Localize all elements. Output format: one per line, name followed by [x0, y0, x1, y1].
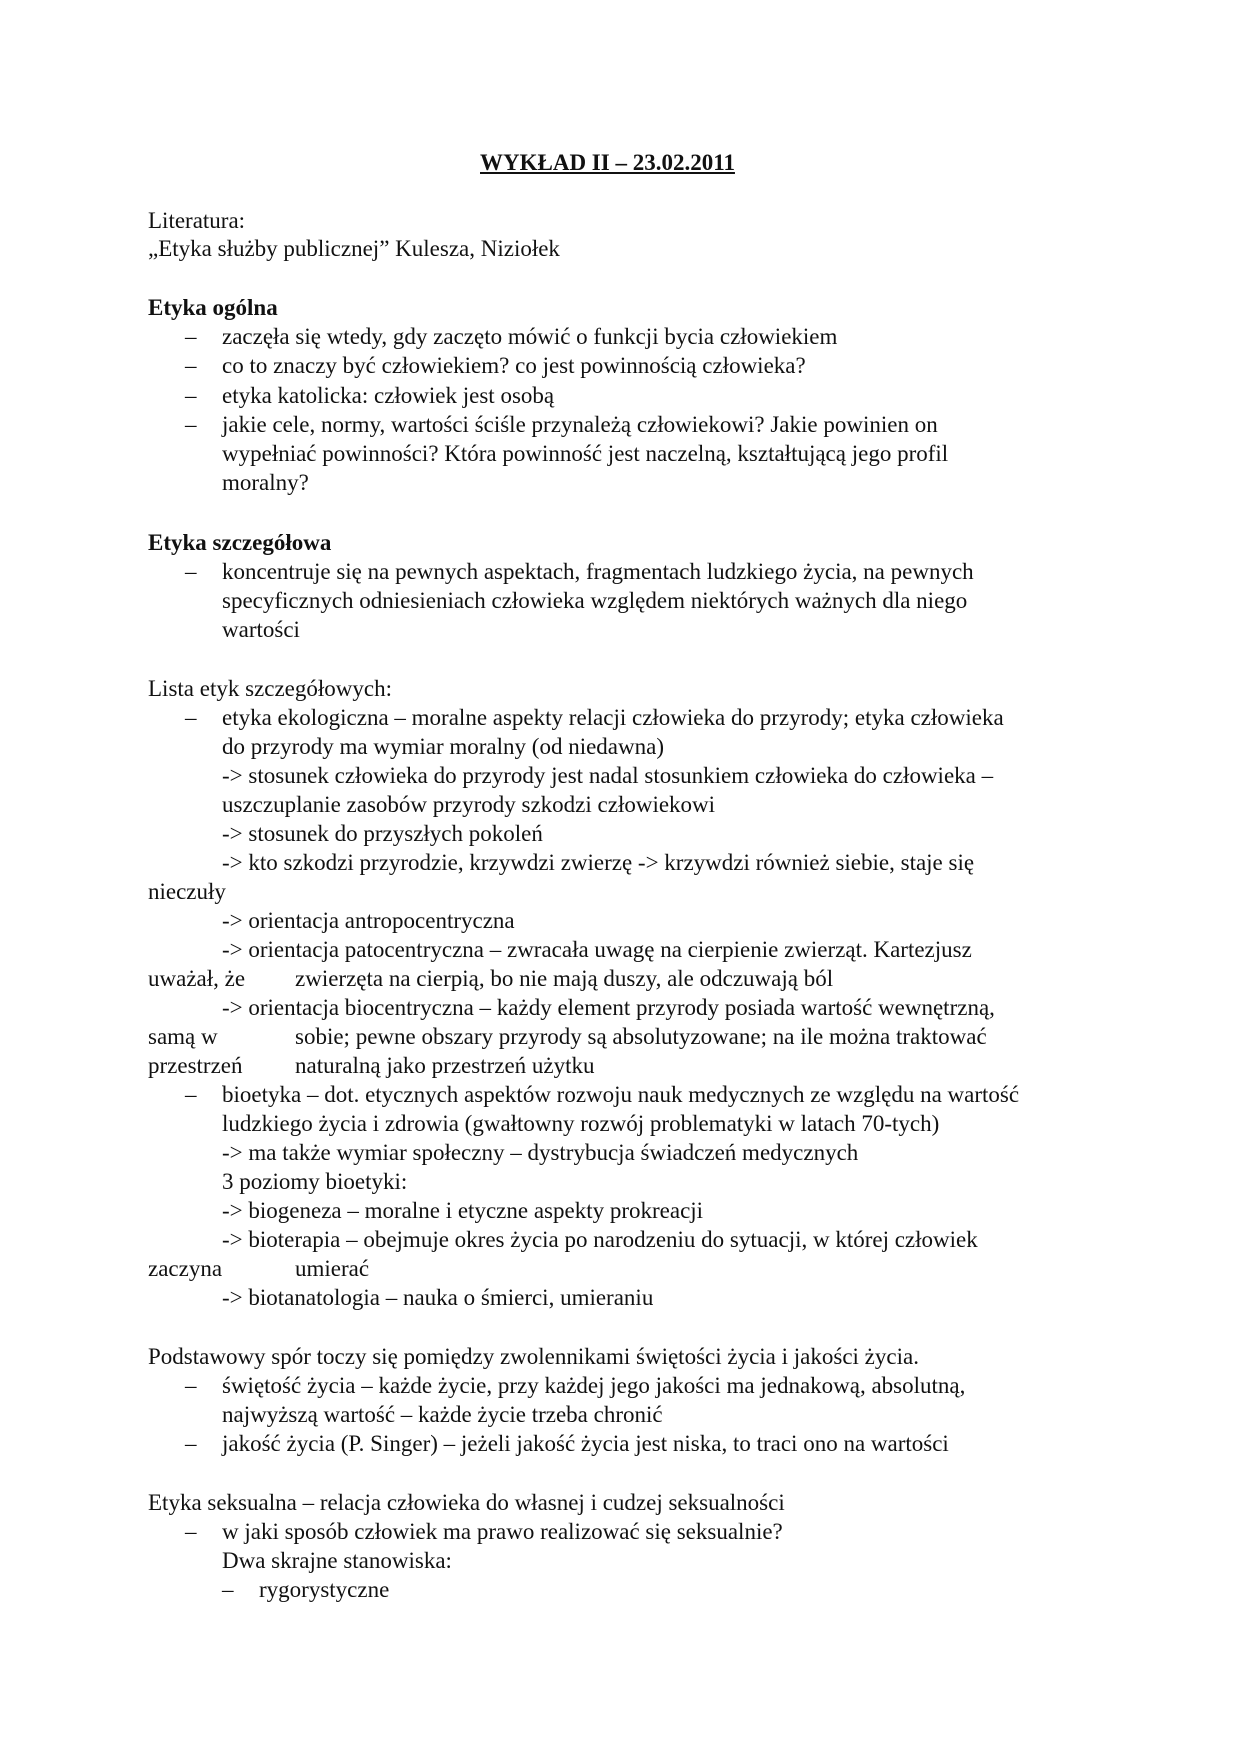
list-line: etyka ekologiczna – moralne aspekty relacji człowieka do przyrody; etyka człowieka: [222, 705, 1004, 730]
literature-source: „Etyka służby publicznej” Kulesza, Niziołek: [148, 236, 560, 261]
list-line: 3 poziomy bioetyki:: [222, 1169, 408, 1194]
detailed-line: wartości: [222, 617, 300, 642]
list-line: -> kto szkodzi przyrodzie, krzywdzi zwierzę -> krzywdzi również siebie, staje się: [222, 850, 975, 875]
dispute-line: jakość życia (P. Singer) – jeżeli jakość życia jest niska, to traci ono na wartości: [222, 1431, 949, 1456]
list-line: bioetyka – dot. etycznych aspektów rozwoju nauk medycznych ze względu na wartość: [222, 1082, 1020, 1107]
list-line: do przyrody ma wymiar moralny (od niedawna): [222, 734, 664, 759]
list-line: samą w: [148, 1024, 218, 1049]
general-line: co to znaczy być człowiekiem? co jest powinnością człowieka?: [222, 353, 806, 378]
bullet-dash: –: [185, 324, 197, 349]
dispute-line: najwyższą wartość – każde życie trzeba chronić: [222, 1402, 663, 1427]
bullet-dash: –: [185, 1519, 197, 1544]
general-line: moralny?: [222, 470, 309, 495]
bullet-dash: –: [185, 353, 197, 378]
bullet-dash: –: [185, 559, 197, 584]
list-line: uszczuplanie zasobów przyrody szkodzi człowiekowi: [222, 792, 716, 817]
sexual-heading: Etyka seksualna – relacja człowieka do własnej i cudzej seksualności: [148, 1490, 785, 1515]
list-line: przestrzeń: [148, 1053, 243, 1078]
detailed-line: specyficznych odniesieniach człowieka względem niektórych ważnych dla niego: [222, 588, 968, 613]
list-line: umierać: [295, 1256, 370, 1281]
list-line: ludzkiego życia i zdrowia (gwałtowny rozwój problematyki w latach 70-tych): [222, 1111, 940, 1136]
list-line: -> stosunek człowieka do przyrody jest nadal stosunkiem człowieka do człowieka –: [222, 763, 994, 788]
bullet-dash: –: [185, 1373, 197, 1398]
list-line: naturalną jako przestrzeń użytku: [295, 1053, 595, 1078]
general-line: etyka katolicka: człowiek jest osobą: [222, 383, 555, 408]
sexual-line: w jaki sposób człowiek ma prawo realizować się seksualnie?: [222, 1519, 783, 1544]
bullet-dash: –: [222, 1577, 234, 1602]
bullet-dash: –: [185, 1082, 197, 1107]
dispute-heading: Podstawowy spór toczy się pomiędzy zwolennikami świętości życia i jakości życia.: [148, 1344, 919, 1369]
literature-label: Literatura:: [148, 208, 246, 233]
list-line: -> stosunek do przyszłych pokoleń: [222, 821, 543, 846]
list-line: -> orientacja biocentryczna – każdy element przyrody posiada wartość wewnętrzną,: [222, 995, 995, 1020]
list-line: sobie; pewne obszary przyrody są absolutyzowane; na ile można traktować: [295, 1024, 987, 1049]
list-line: -> orientacja patocentryczna – zwracała uwagę na cierpienie zwierząt. Kartezjusz: [222, 937, 972, 962]
bullet-dash: –: [185, 705, 197, 730]
list-heading: Lista etyk szczegółowych:: [148, 676, 392, 701]
page-title: WYKŁAD II – 23.02.2011: [480, 150, 735, 175]
list-line: -> ma także wymiar społeczny – dystrybucja świadczeń medycznych: [222, 1140, 859, 1165]
list-line: uważał, że: [148, 966, 246, 991]
bullet-dash: –: [185, 383, 197, 408]
list-line: -> orientacja antropocentryczna: [222, 908, 515, 933]
detailed-line: koncentruje się na pewnych aspektach, fragmentach ludzkiego życia, na pewnych: [222, 559, 974, 584]
list-line: zwierzęta na cierpią, bo nie mają duszy, ale odczuwają ból: [295, 966, 834, 991]
section-heading-general: Etyka ogólna: [148, 295, 278, 320]
general-line: zaczęła się wtedy, gdy zaczęto mówić o funkcji bycia człowiekiem: [222, 324, 838, 349]
list-line: -> biogeneza – moralne i etyczne aspekty prokreacji: [222, 1198, 704, 1223]
list-line: -> bioterapia – obejmuje okres życia po narodzeniu do sytuacji, w której człowiek: [222, 1227, 978, 1252]
bullet-dash: –: [185, 412, 197, 437]
list-line: nieczuły: [148, 879, 226, 904]
section-heading-detailed: Etyka szczegółowa: [148, 530, 332, 555]
sexual-line: rygorystyczne: [259, 1577, 390, 1602]
general-line: jakie cele, normy, wartości ściśle przynależą człowiekowi? Jakie powinien on: [222, 412, 938, 437]
bullet-dash: –: [185, 1431, 197, 1456]
sexual-line: Dwa skrajne stanowiska:: [222, 1548, 452, 1573]
dispute-line: świętość życia – każde życie, przy każdej jego jakości ma jednakową, absolutną,: [222, 1373, 966, 1398]
general-line: wypełniać powinności? Która powinność jest naczelną, kształtującą jego profil: [222, 441, 949, 466]
list-line: zaczyna: [148, 1256, 223, 1281]
list-line: -> biotanatologia – nauka o śmierci, umieraniu: [222, 1285, 654, 1310]
